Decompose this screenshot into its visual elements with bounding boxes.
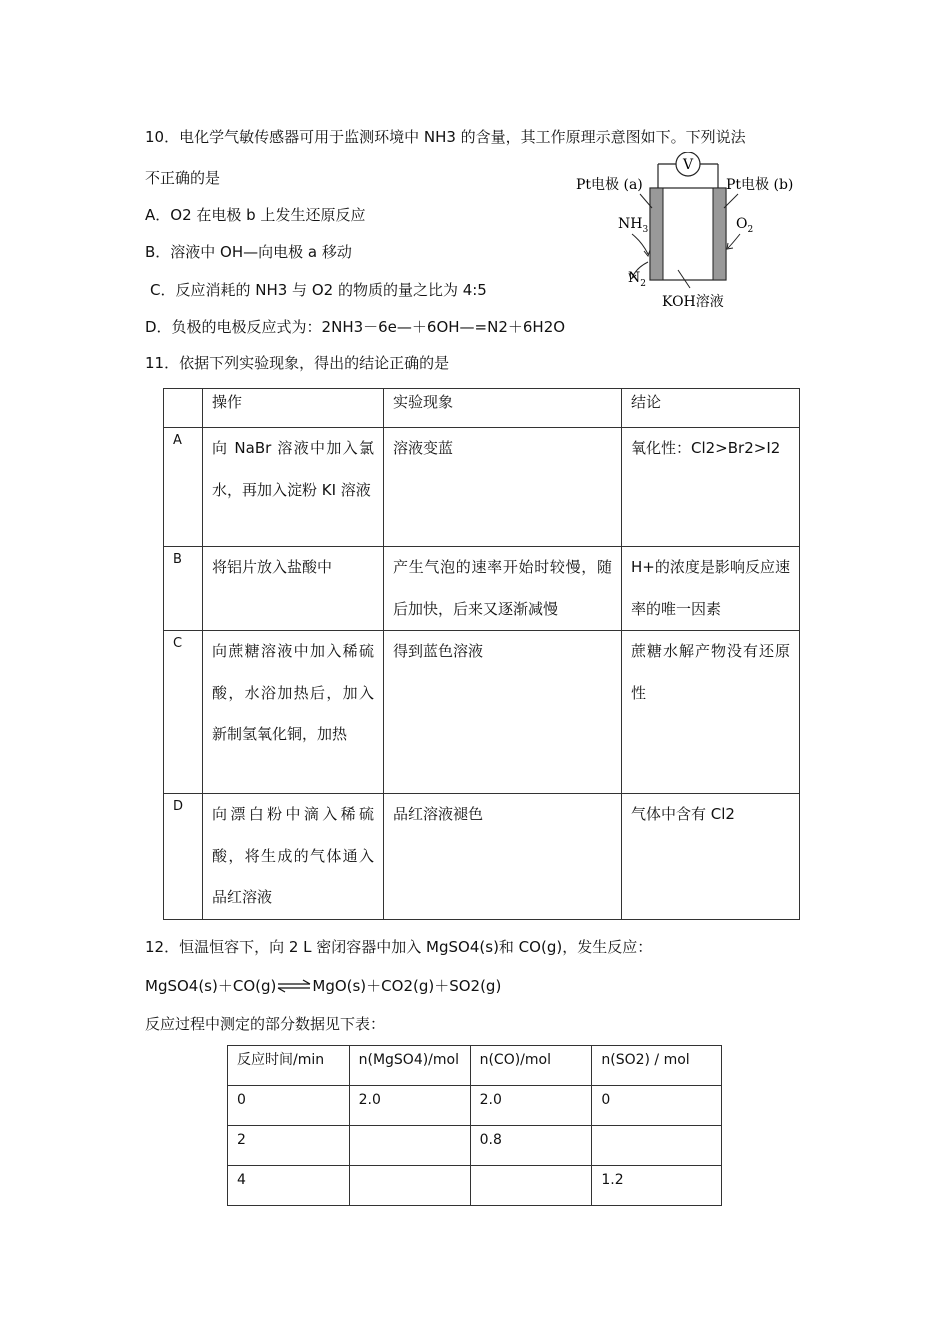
cell-mgso4: 2.0 — [349, 1086, 470, 1126]
table-row — [164, 428, 800, 547]
question-11-table — [163, 388, 800, 920]
question-10-stem-line2: 不正确的是 — [145, 169, 221, 187]
table-header-row — [228, 1046, 722, 1086]
header-co: n(CO)/mol — [470, 1046, 592, 1086]
n2-label: $N_2$ — [628, 270, 646, 289]
question-12-stem: 12．恒温恒容下，向 2 L 密闭容器中加入 MgSO4(s)和 CO(g)，发生反应： — [145, 938, 653, 956]
cell-co: 0.8 — [470, 1126, 592, 1166]
header-time: 反应时间/min — [228, 1046, 350, 1086]
equilibrium-arrow-icon — [277, 979, 311, 993]
header-so2: n(SO2) / mol — [592, 1046, 722, 1086]
equation-left: MgSO4(s)＋CO(g) — [145, 977, 277, 995]
table-row — [228, 1166, 722, 1206]
table-row — [228, 1086, 722, 1126]
electrode-b-label: Pt电极 (b) — [726, 177, 794, 193]
row-label: B — [164, 547, 203, 631]
row-phenomenon: 得到蓝色溶液 — [384, 631, 622, 794]
row-phenomenon: 溶液变蓝 — [384, 428, 622, 547]
question-10-option-d: D．负极的电极反应式为：2NH3－6e—＋6OH—=N2＋6H2O — [145, 318, 566, 336]
equation-right: MgO(s)＋CO2(g)＋SO2(g) — [312, 977, 502, 995]
sensor-diagram — [570, 152, 810, 317]
electrode-a-label: Pt电极 (a) — [576, 177, 643, 193]
question-10-option-b: B．溶液中 OH—向电极 a 移动 — [145, 243, 352, 261]
cell-time: 2 — [228, 1126, 350, 1166]
koh-solution-label: KOH溶液 — [662, 294, 724, 310]
cell-so2 — [592, 1126, 722, 1166]
header-conclusion: 结论 — [622, 389, 800, 428]
question-12-equation — [145, 976, 501, 996]
cell-time: 4 — [228, 1166, 350, 1206]
row-conclusion: H+的浓度是影响反应速率的唯一因素 — [622, 547, 800, 631]
question-12-table — [227, 1045, 722, 1206]
voltmeter-label: V — [682, 157, 694, 173]
header-operation: 操作 — [203, 389, 384, 428]
question-10-stem-line1: 10．电化学气敏传感器可用于监测环境中 NH3 的含量，其工作原理示意图如下。下列说法 — [145, 128, 746, 146]
row-operation: 向漂白粉中滴入稀硫酸，将生成的气体通入品红溶液 — [203, 794, 384, 920]
header-phenomenon: 实验现象 — [384, 389, 622, 428]
row-conclusion: 蔗糖水解产物没有还原性 — [622, 631, 800, 794]
table-row — [164, 631, 800, 794]
cell-co — [470, 1166, 592, 1206]
row-conclusion: 气体中含有 Cl2 — [622, 794, 800, 920]
row-label: A — [164, 428, 203, 547]
header-mgso4: n(MgSO4)/mol — [349, 1046, 470, 1086]
electrode-a — [650, 188, 663, 280]
o2-label: $O_2$ — [736, 216, 754, 235]
cell-so2: 0 — [592, 1086, 722, 1126]
row-phenomenon: 品红溶液褪色 — [384, 794, 622, 920]
row-phenomenon: 产生气泡的速率开始时较慢，随后加快，后来又逐渐减慢 — [384, 547, 622, 631]
question-11-stem: 11．依据下列实验现象，得出的结论正确的是 — [145, 354, 450, 372]
table-row — [164, 794, 800, 920]
question-12-table-intro: 反应过程中测定的部分数据见下表： — [145, 1015, 386, 1033]
header-empty — [164, 389, 203, 428]
question-10-option-a: A．O2 在电极 b 上发生还原反应 — [145, 206, 366, 224]
row-operation: 向 NaBr 溶液中加入氯水，再加入淀粉 KI 溶液 — [203, 428, 384, 547]
row-label: D — [164, 794, 203, 920]
nh3-label: $NH_3$ — [618, 216, 649, 235]
electrode-b — [713, 188, 726, 280]
table-row — [164, 547, 800, 631]
table-header-row — [164, 389, 800, 428]
row-label: C — [164, 631, 203, 794]
cell-co: 2.0 — [470, 1086, 592, 1126]
cell-mgso4 — [349, 1126, 470, 1166]
row-conclusion: 氧化性：Cl2>Br2>I2 — [622, 428, 800, 547]
question-10-option-c: C．反应消耗的 NH3 与 O2 的物质的量之比为 4:5 — [150, 281, 487, 299]
row-operation: 将铝片放入盐酸中 — [203, 547, 384, 631]
cell-mgso4 — [349, 1166, 470, 1206]
row-operation: 向蔗糖溶液中加入稀硫酸，水浴加热后，加入新制氢氧化铜，加热 — [203, 631, 384, 794]
cell-so2: 1.2 — [592, 1166, 722, 1206]
cell-time: 0 — [228, 1086, 350, 1126]
table-row — [228, 1126, 722, 1166]
